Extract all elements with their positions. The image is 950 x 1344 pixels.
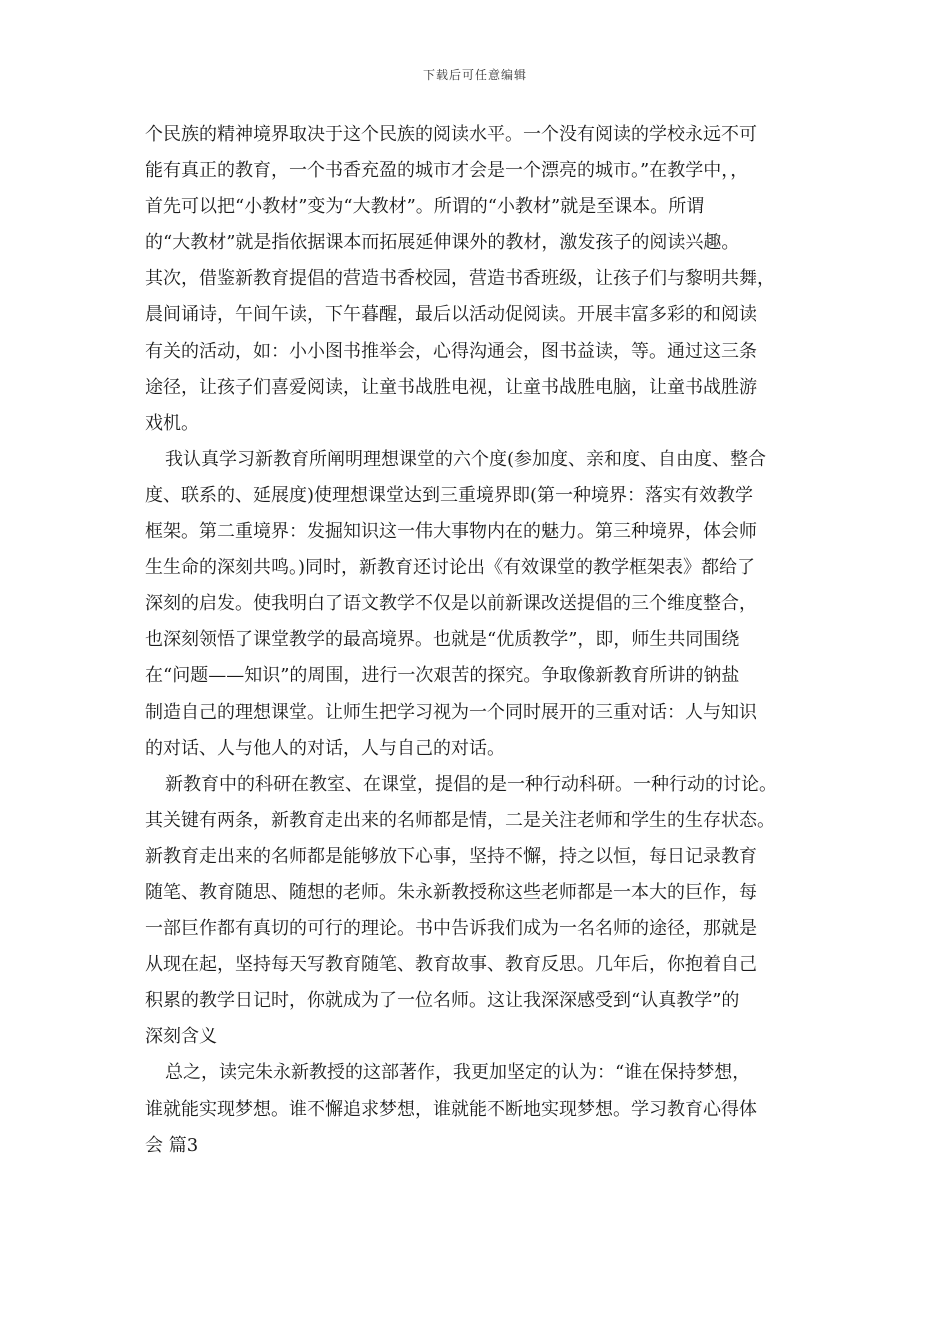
text-line: 生生命的深刻共鸣。)同时，新教育还讨论出《有效课堂的教学框架表》都给了 <box>145 557 756 579</box>
text-line: 戏机。 <box>145 412 199 434</box>
text-line: 其次，借鉴新教育提倡的营造书香校园，营造书香班级，让孩子们与黎明共舞， <box>145 268 775 290</box>
text-line: 能有真正的教育，一个书香充盈的城市才会是一个漂亮的城市。”在教学中，， <box>145 160 749 182</box>
page-header: 下载后可任意编辑 <box>422 68 527 82</box>
text-line: 深刻含义 <box>145 1026 217 1048</box>
text-line: 框架。第二重境界：发掘知识这一伟大事物内在的魅力。第三种境界，体会师 <box>145 521 757 543</box>
document-body <box>145 117 810 1164</box>
text-line: 途径，让孩子们喜爱阅读，让童书战胜电视，让童书战胜电脑，让童书战胜游 <box>145 376 757 398</box>
text-line: 度、联系的、延展度)使理想课堂达到三重境界即(第一种境界：落实有效教学 <box>145 484 754 506</box>
text-line: 的“大教材”就是指依据课本而拓展延伸课外的教材，激发孩子的阅读兴趣。 <box>145 232 740 254</box>
text-line: 一部巨作都有真切的可行的理论。书中告诉我们成为一名名师的途径，那就是 <box>145 918 757 940</box>
text-line: 有关的活动，如：小小图书推举会，心得沟通会，图书益读，等。通过这三条 <box>145 340 757 362</box>
text-line: 首先可以把“小教材”变为“大教材”。所谓的“小教材”就是至课本。所谓 <box>145 196 705 218</box>
text-line: 谁就能实现梦想。谁不懈追求梦想，谁就能不断地实现梦想。学习教育心得体 <box>145 1098 757 1120</box>
text-line: 随笔、教育随思、随想的老师。朱永新教授称这些老师都是一本大的巨作，每 <box>145 881 757 903</box>
text-line: 的对话、人与他人的对话，人与自己的对话。 <box>145 737 505 759</box>
text-line: 从现在起，坚持每天写教育随笔、教育故事、教育反思。几年后，你抱着自己 <box>145 954 757 976</box>
text-line: 总之，读完朱永新教授的这部著作，我更加坚定的认为：“谁在保持梦想， <box>165 1062 751 1084</box>
text-line: 也深刻领悟了课堂教学的最高境界。也就是“优质教学”，即，师生共同围绕 <box>145 629 740 651</box>
text-line: 其关键有两条，新教育走出来的名师都是情，二是关注老师和学生的生存状态。 <box>145 809 775 831</box>
text-line: 深刻的启发。使我明白了语文教学不仅是以前新课改送提倡的三个维度整合， <box>145 593 757 615</box>
text-line: 在“问题——知识”的周围，进行一次艰苦的探究。争取像新教育所讲的钠盐 <box>145 665 740 687</box>
text-line: 个民族的精神境界取决于这个民族的阅读水平。一个没有阅读的学校永远不可 <box>145 124 757 145</box>
text-line: 会 篇3 <box>145 1134 199 1156</box>
text-line: 制造自己的理想课堂。让师生把学习视为一个同时展开的三重对话：人与知识 <box>145 701 757 723</box>
text-line: 新教育走出来的名师都是能够放下心事，坚持不懈，持之以恒，每日记录教育 <box>145 845 757 867</box>
text-line: 积累的教学日记时，你就成为了一位名师。这让我深深感受到“认真教学”的 <box>145 990 740 1012</box>
text-line: 我认真学习新教育所阐明理想课堂的六个度(参加度、亲和度、自由度、整合 <box>165 448 767 470</box>
text-line: 新教育中的科研在教室、在课堂，提倡的是一种行动科研。一种行动的讨论。 <box>165 773 777 795</box>
text-line: 晨间诵诗，午间午读，下午暮醒，最后以活动促阅读。开展丰富多彩的和阅读 <box>145 304 757 326</box>
